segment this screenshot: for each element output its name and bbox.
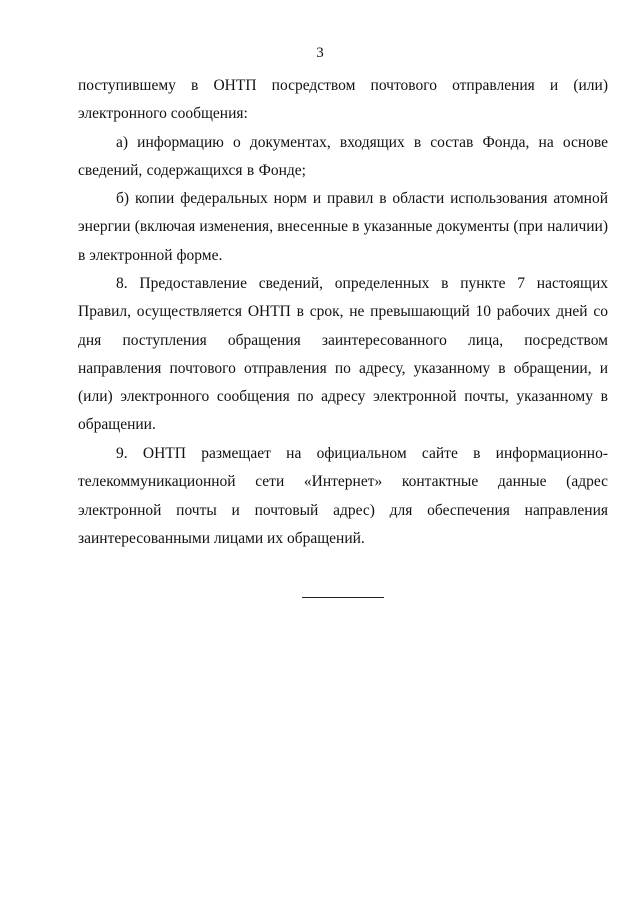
paragraph-point-9: 9. ОНТП размещает на официальном сайте в информационно-телекоммуникационной сети «Интернет» контактные данные (адрес электронной почты и почтовый адрес) для обеспечения направления заинтересованными лицами их обращений.	[78, 445, 608, 547]
paragraph-point-9-block	[78, 440, 608, 553]
list-item-a: а) информацию о документах, входящих в состав Фонда, на основе сведений, содержащихся в Фонде;	[78, 134, 608, 180]
paragraph-continuation: поступившему в ОНТП посредством почтового отправления и (или) электронного сообщения:	[78, 77, 608, 123]
page-number: 3	[316, 45, 324, 61]
paragraph-point-8: 8. Предоставление сведений, определенных в пункте 7 настоящих Правил, осуществляется ОНТП в срок, не превышающий 10 рабочих дней со дня поступления обращения заинтересованного лица, посредством направления почтового отправления по адресу, указанному в обращении, и (или) электронного сообщения по адресу электронной почты, указанному в обращении.	[78, 275, 608, 434]
paragraph-continuation-block	[78, 72, 608, 129]
paragraph-point-8-block	[78, 270, 608, 440]
end-of-document-rule	[302, 597, 384, 598]
list-item-b-block	[78, 185, 608, 270]
list-item-a-block	[78, 129, 608, 186]
list-item-b: б) копии федеральных норм и правил в области использования атомной энергии (включая изменения, внесенные в указанные документы (при наличии) в электронной форме.	[78, 190, 608, 264]
